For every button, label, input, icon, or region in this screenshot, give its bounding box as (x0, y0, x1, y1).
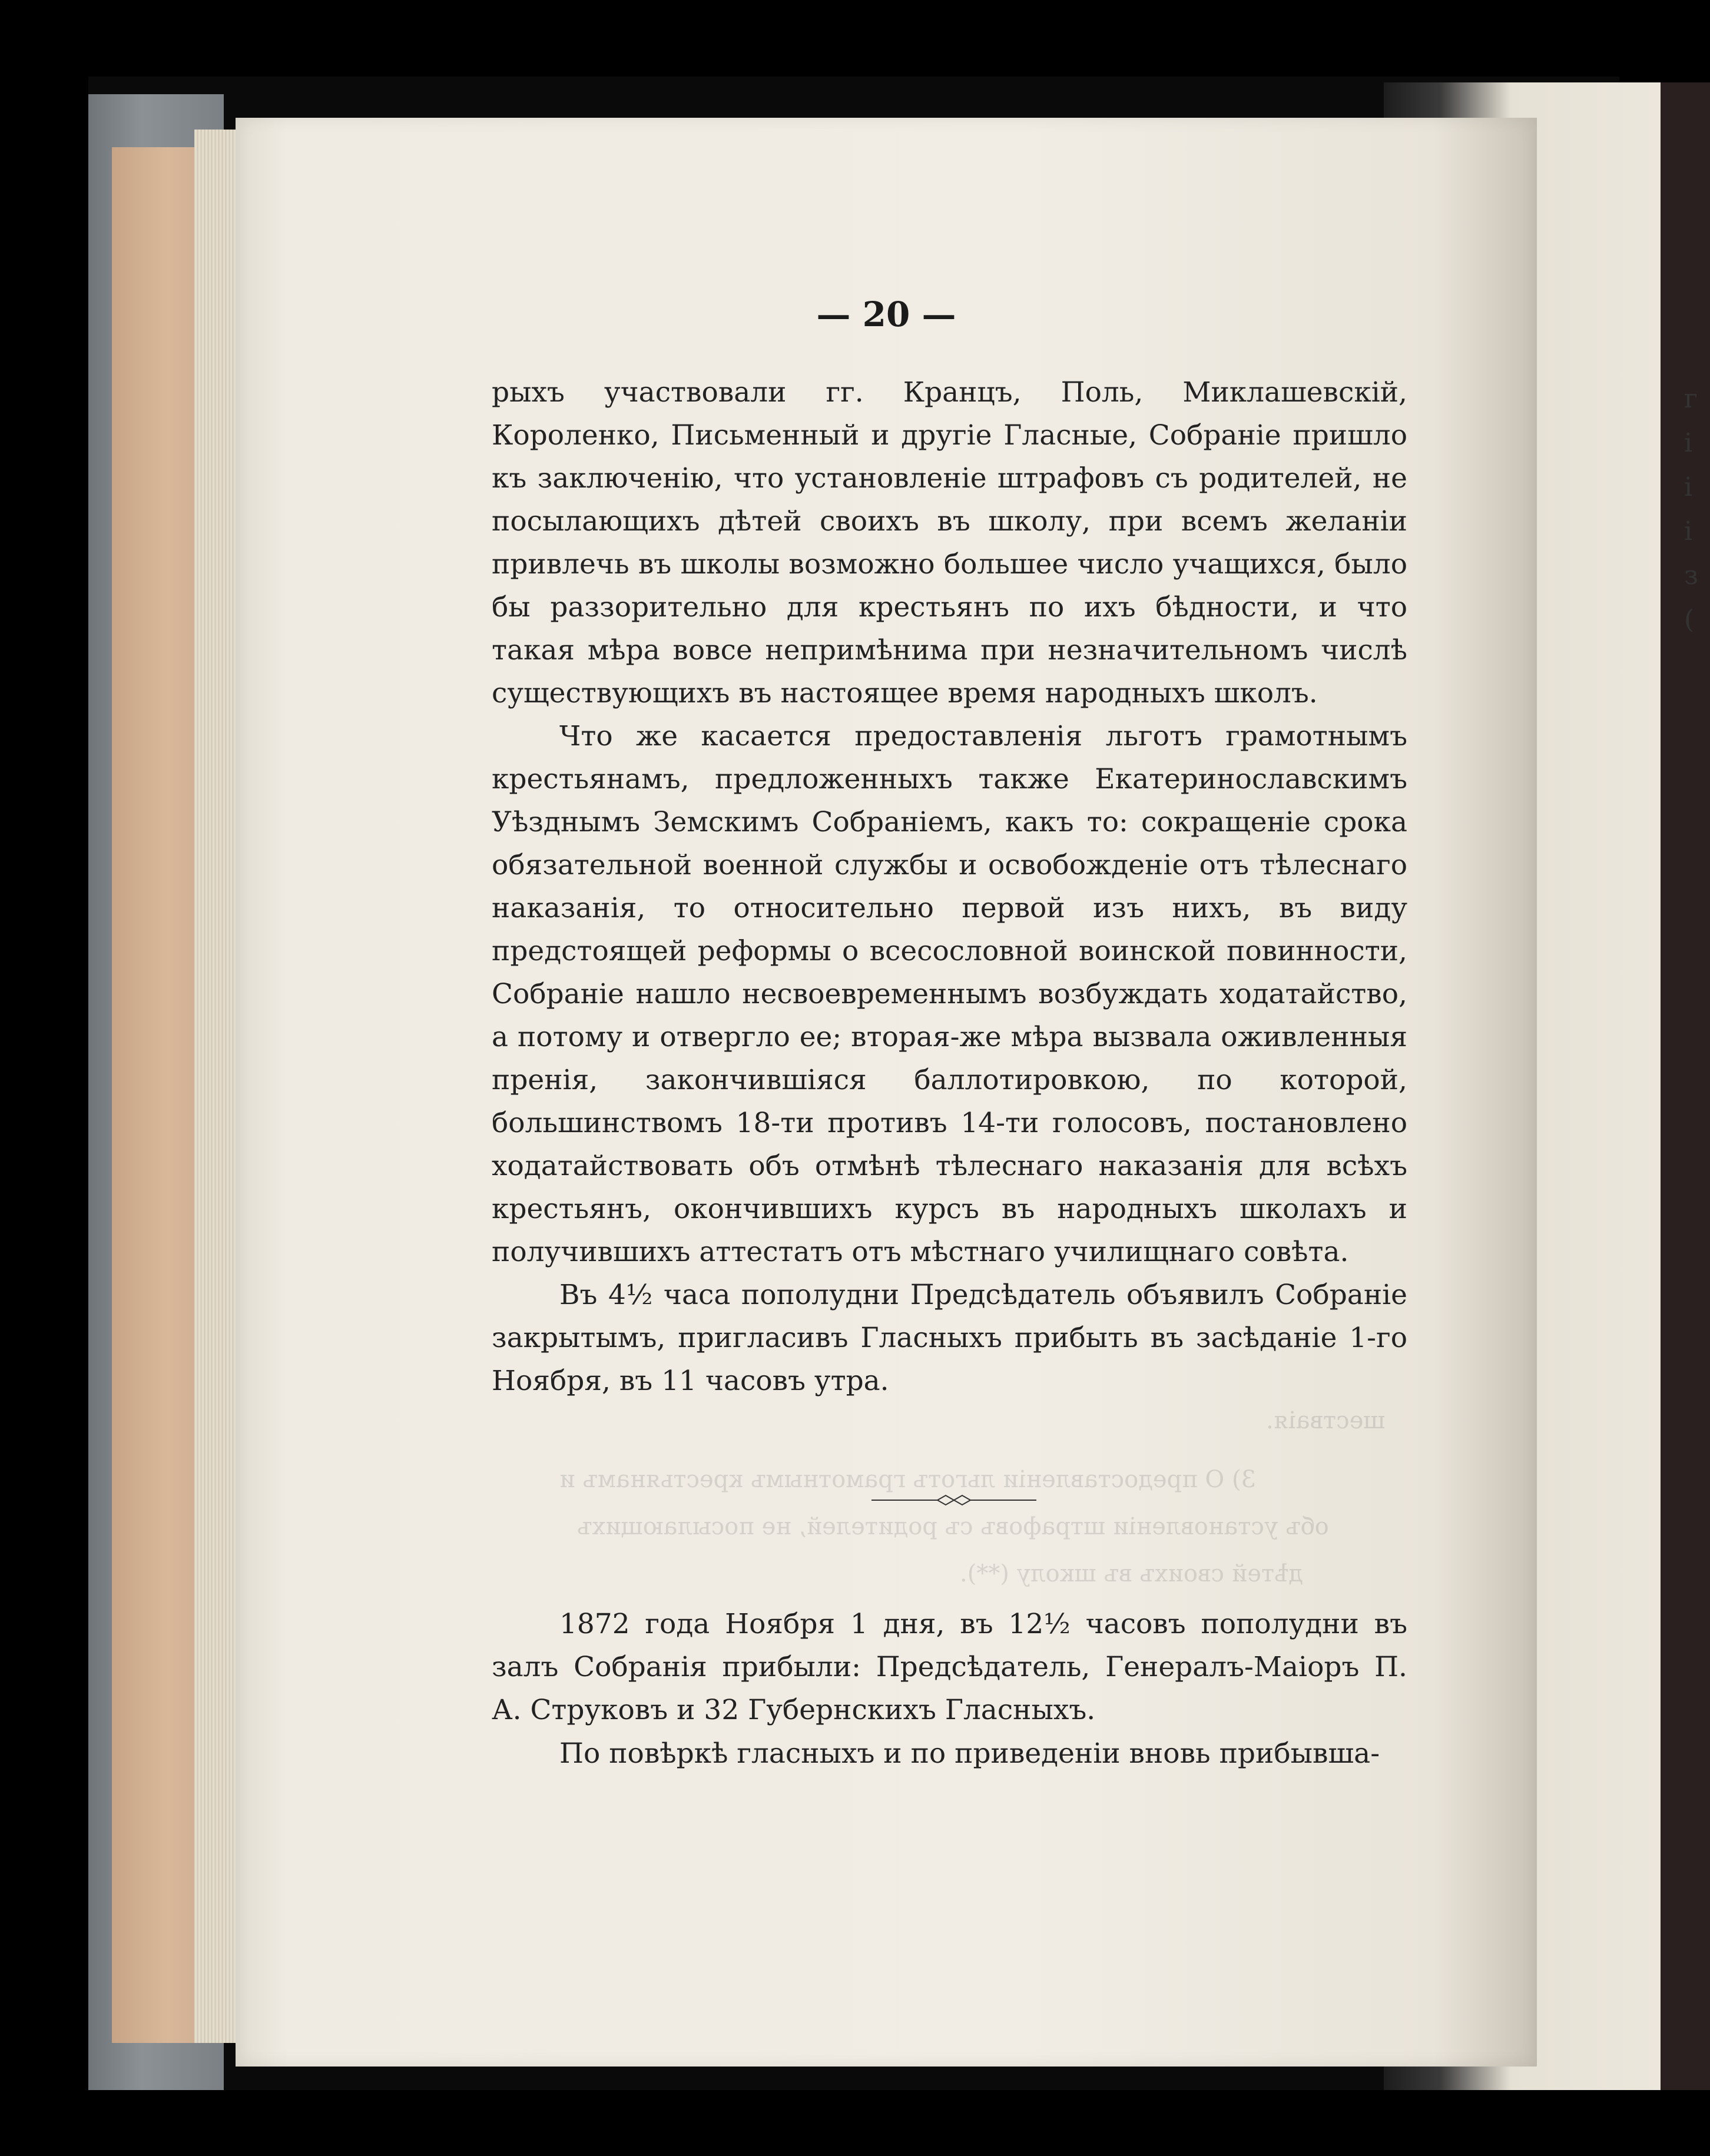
fragment-char: і (1684, 472, 1693, 502)
facing-page-fragments (1684, 377, 1702, 642)
bleed-through-line: 3) О предоставленіи льготъ грамотнымъ крестьянамъ и (559, 1466, 1257, 1493)
paragraph-benefits (492, 715, 1407, 1273)
paragraph-new-session (492, 1603, 1407, 1732)
paragraph-text: Что же касается предоставленія льготъ грамотнымъ крестьянамъ, предложенныхъ также Екатеринославскимъ Уѣзднымъ Земскимъ Собраніемъ, какъ то: сокращеніе срока обязательной военной службы и освобожденіе отъ тѣлеснаго наказанія, то относительно первой изъ нихъ, въ виду предстоящей реформы о всесословной воинской повинности, Собраніе нашло несвоевременнымъ возбуждать ходатайство, а потому и отвергло ее; вторая-же мѣра вызвала оживленныя пренія, закончившіяся баллотировкою, по которой, большинствомъ 18-ти противъ 14-ти голосовъ, постановлено ходатайствовать объ отмѣнѣ тѣлеснаго наказанія для всѣхъ крестьянъ, окончившихъ курсъ въ народныхъ школахъ и получившихъ аттестатъ отъ мѣстнаго училищнаго совѣта. (492, 720, 1407, 1268)
page-edges (194, 130, 241, 2043)
fragment-char: г (1684, 384, 1698, 414)
bleed-through-line: объ установленіи штрафовъ съ родителей, не посылающихъ (577, 1513, 1329, 1540)
paragraph-roll-call (492, 1732, 1407, 1775)
section-divider-ornament (871, 1493, 1036, 1507)
paragraph-closing (492, 1273, 1407, 1402)
paragraph-text: 1872 года Ноября 1 дня, въ 12½ часовъ пополудни въ залъ Собранія прибыли: Предсѣдатель, Генералъ-Маіоръ П. А. Струковъ и 32 Губернскихъ Гласныхъ. (492, 1608, 1407, 1726)
paragraph-text: Въ 4½ часа пополудни Предсѣдатель объявилъ Собраніе закрытымъ, пригласивъ Гласныхъ прибыть въ засѣданіе 1-го Ноября, въ 11 часовъ утра. (492, 1279, 1407, 1397)
book-page (236, 118, 1537, 2067)
paragraph-continuation (492, 371, 1407, 715)
bleed-through-line: дѣтей своихъ въ школу (**). (960, 1560, 1303, 1587)
paragraph-text: По повѣркѣ гласныхъ и по приведеніи вновь прибывша- (559, 1737, 1380, 1770)
fragment-char: і (1684, 428, 1693, 458)
bleed-through-line: шестваія. (1266, 1407, 1386, 1434)
fragment-char: і (1684, 516, 1693, 546)
fragment-char: з (1684, 560, 1698, 591)
fragment-char: ( (1684, 605, 1695, 635)
page-number: — 20 — (816, 294, 956, 334)
paragraph-text: рыхъ участвовали гг. Кранцъ, Поль, Миклашевскій, Короленко, Письменный и другіе Гласные, Собраніе пришло къ заключенію, что установленіе штрафовъ съ родителей, не посылающихъ дѣтей своихъ въ школу, при всемъ желаніи привлечь въ школы возможно большее число учащихся, было бы раззорительно для крестьянъ по ихъ бѣдности, и что такая мѣра вовсе непримѣнима при незначительномъ числѣ существующихъ въ настоящее время народныхъ школъ. (492, 376, 1407, 709)
